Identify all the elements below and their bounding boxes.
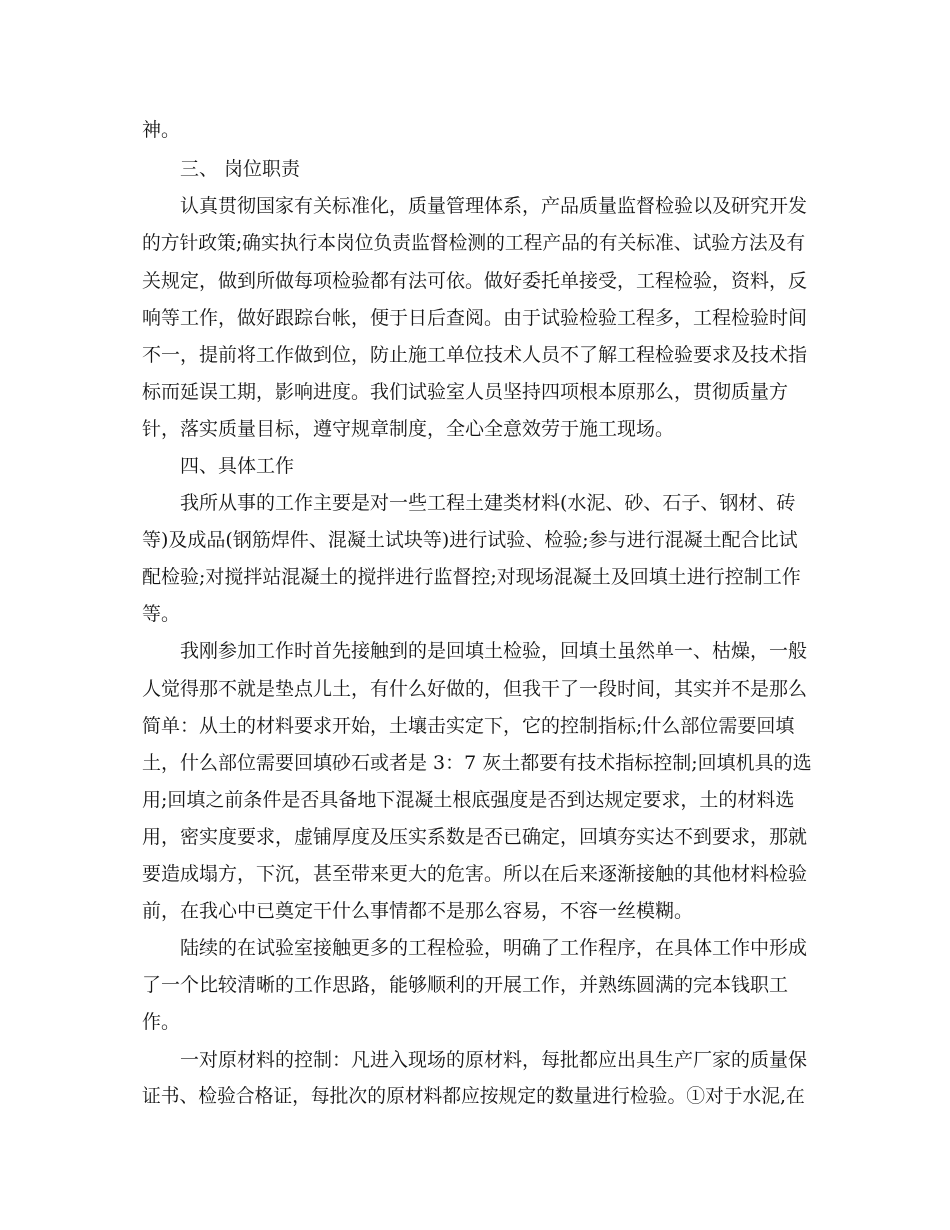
text-line: 不一，提前将工作做到位，防止施工单位技术人员不了解工程检验要求及技术指	[142, 344, 808, 366]
text-line: 我所从事的工作主要是对一些工程土建类材料(水泥、砂、石子、钢材、砖	[180, 492, 796, 514]
text-line: 一对原材料的控制：凡进入现场的原材料，每批都应出具生产厂家的质量保	[180, 1049, 808, 1071]
text-line: 了一个比较清晰的工作思路，能够顺利的开展工作，并熟练圆满的完本钱职工	[142, 974, 789, 996]
text-line: 前，在我心中已奠定干什么事情都不是那么容易，不容一丝模糊。	[142, 900, 694, 922]
text-line: 配检验;对搅拌站混凝土的搅拌进行监督控;对现场混凝土及回填土进行控制工作	[142, 566, 801, 588]
text-line: 要造成塌方，下沉，甚至带来更大的危害。所以在后来逐渐接触的其他材料检验	[142, 863, 808, 885]
text-line: 针，落实质量目标，遵守规章制度，全心全意效劳于施工现场。	[142, 418, 675, 440]
text-line: 等)及成品(钢筋焊件、混凝土试块等)进行试验、检验;参与进行混凝土配合比试	[142, 529, 798, 551]
text-line: 作。	[142, 1011, 181, 1033]
text-line: 证书、检验合格证，每批次的原材料都应按规定的数量进行检验。①对于水泥,在	[142, 1086, 805, 1107]
text-line: 关规定，做到所做每项检验都有法可依。做好委托单接受，工程检验，资料，反	[142, 270, 808, 292]
text-line: 土，什么部位需要回填砂石或者是 3：7 灰土都要有技术指标控制;回填机具的选	[142, 752, 812, 774]
text-line: 等。	[142, 603, 181, 625]
text-line: 陆续的在试验室接触更多的工程检验，明确了工作程序，在具体工作中形成	[180, 937, 808, 959]
text-line: 神。	[142, 119, 181, 141]
section-heading: 四、具体工作	[180, 455, 295, 477]
text-line: 人觉得那不就是垫点儿土，有什么好做的，但我干了一段时间，其实并不是那么	[142, 678, 808, 700]
text-line: 用;回填之前条件是否具备地下混凝土根底强度是否到达规定要求，土的材料选	[142, 789, 795, 811]
text-line: 简单：从土的材料要求开始，土壤击实定下，它的控制指标;什么部位需要回填	[142, 715, 795, 737]
text-line: 响等工作，做好跟踪台帐，便于日后查阅。由于试验检验工程多，工程检验时间	[142, 307, 808, 329]
text-line: 认真贯彻国家有关标准化，质量管理体系，产品质量监督检验以及研究开发	[180, 195, 808, 217]
text-line: 我刚参加工作时首先接触到的是回填土检验，回填土虽然单一、枯燥，一般	[180, 640, 808, 662]
text-line: 用，密实度要求，虚铺厚度及压实系数是否已确定，回填夯实达不到要求，那就	[142, 826, 808, 848]
text-line: 的方针政策;确实执行本岗位负责监督检测的工程产品的有关标准、试验方法及有	[142, 233, 806, 254]
text-line: 标而延误工期，影响进度。我们试验室人员坚持四项根本原那么，贯彻质量方	[142, 381, 789, 403]
section-heading: 三、 岗位职责	[180, 158, 301, 180]
